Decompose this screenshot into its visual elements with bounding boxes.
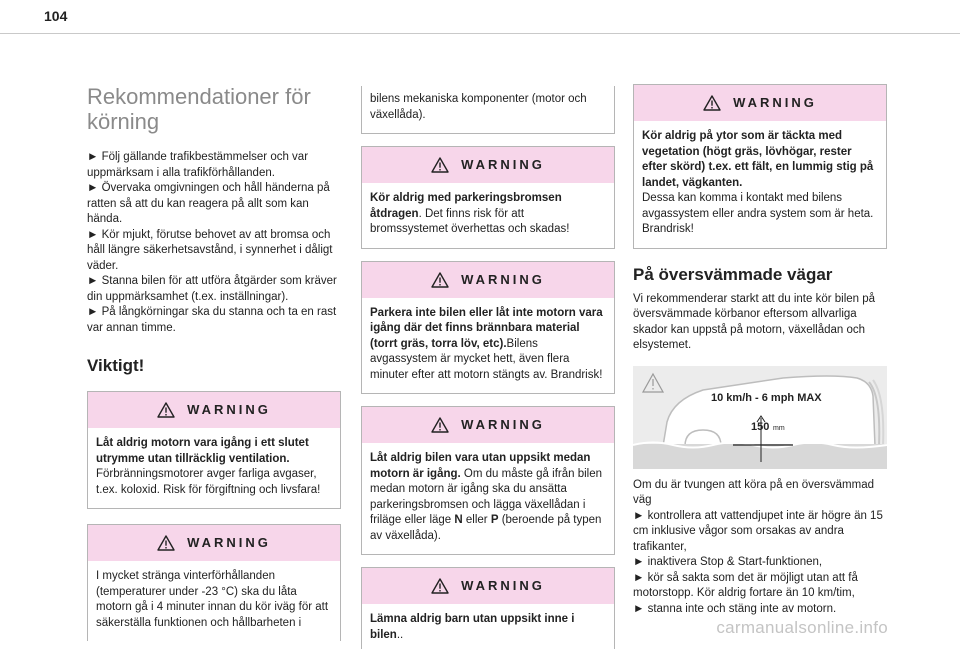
warning-box-vegetation bbox=[633, 84, 887, 249]
warning-text: .. bbox=[396, 628, 404, 641]
warning-box-flammable bbox=[361, 261, 615, 395]
list-item: ► Stanna bilen för att utföra åtgärder som kräver din uppmärksamhet (t.ex. inställningar). bbox=[87, 275, 337, 303]
warning-text: Om du måste gå ifrån bilen medan motorn är igång ska du ansätta parkeringsbromsen och lägga växellådan i friläge eller läge bbox=[370, 467, 602, 526]
warning-label: WARNING bbox=[187, 402, 271, 418]
flood-intro: Vi rekommenderar starkt att du inte kör bilen på översvämmade körbanor eftersom allvarliga skador kan uppstå på motorn, växellådan och elsystemet. bbox=[633, 292, 876, 351]
important-heading: Viktigt! bbox=[87, 356, 145, 375]
list-item: ► Övervaka omgivningen och håll händerna på ratten så att du kan reagera på allt som kan hända. bbox=[87, 182, 330, 225]
warning-body bbox=[88, 428, 340, 508]
gear-position-p: P bbox=[490, 514, 499, 526]
warning-triangle-icon bbox=[431, 157, 449, 173]
warning-bold-text: Låt aldrig bilen vara utan uppsikt medan motorn är igång. bbox=[370, 452, 591, 480]
list-item: ► Följ gällande trafikbestämmelser och var uppmärksam i alla trafikförhållanden. bbox=[87, 151, 309, 179]
depth-unit: mm bbox=[773, 424, 785, 432]
list-item: ► Kör mjukt, förutse behovet av att bromsa och håll längre säkerhetsavstånd, i synnerhet i dåligt väder. bbox=[87, 228, 333, 272]
warning-box-children bbox=[361, 567, 615, 649]
warning-bold-text: Kör aldrig med parkeringsbromsen åtdragen bbox=[370, 192, 562, 220]
warning-body bbox=[362, 298, 614, 394]
warning-bold-text: Parkera inte bilen eller låt inte motorn vara igång där det finns brännbara material (torrt gräs, torra löv, etc). bbox=[370, 306, 603, 350]
column-3 bbox=[633, 84, 887, 617]
warning-label: WARNING bbox=[461, 157, 545, 173]
warning-box-unattended bbox=[361, 406, 615, 555]
warning-triangle-icon bbox=[431, 272, 449, 288]
warning-body bbox=[362, 604, 614, 649]
list-item: ► inaktivera Stop & Start-funktionen, bbox=[633, 556, 823, 568]
watermark-link[interactable]: carmanualsonline.info bbox=[716, 618, 888, 637]
list-item: ► kör så sakta som det är möjligt utan att få motorstopp. Kör aldrig fortare än 10 km/tim, bbox=[633, 571, 858, 599]
warning-text: Förbränningsmotorer avger farliga avgaser, t.ex. koloxid. Risk för förgiftning och livsfara! bbox=[96, 468, 321, 496]
gear-position-n: N bbox=[454, 514, 463, 526]
car-in-water-illustration bbox=[633, 366, 887, 469]
warning-triangle-icon bbox=[431, 417, 449, 433]
warning-header bbox=[88, 525, 340, 561]
warning-text: Bilens avgassystem är mycket hett, även flera minuter efter att motorn stängts av. Brandrisk! bbox=[370, 337, 603, 381]
warning-bold-text: Låt aldrig motorn vara igång i ett slutet utrymme utan tillräcklig ventilation. bbox=[96, 437, 309, 465]
warning-label: WARNING bbox=[461, 271, 545, 287]
warning-text: Dessa kan komma i kontakt med bilens avgassystem eller andra system som är heta. Brandrisk! bbox=[642, 192, 874, 235]
depth-value: 150 bbox=[751, 420, 770, 433]
warning-bold-text: Lämna aldrig barn utan uppsikt inne i bilen bbox=[370, 613, 575, 641]
flood-lead: Om du är tvungen att köra på en översvämmad väg bbox=[633, 478, 874, 506]
column-1 bbox=[87, 80, 341, 641]
warning-header bbox=[634, 85, 886, 121]
warning-text: (beroende på typen av växellåda). bbox=[370, 514, 602, 542]
list-item: ► kontrollera att vattendjupet inte är högre än 15 cm inklusive vågor som orsakas av andra trafikanter, bbox=[633, 509, 883, 553]
warning-text: eller bbox=[462, 514, 491, 526]
driving-bullets bbox=[87, 150, 341, 336]
column-2 bbox=[361, 86, 615, 649]
warning-triangle-icon bbox=[157, 402, 175, 418]
warning-header bbox=[362, 147, 614, 183]
warning-text: I mycket stränga vinterförhållanden (temperaturer under -23 °C) ska du låta motorn gå i 4 minuter innan du kör iväg för att säkerställa funktionen och hållbarheten i bbox=[96, 570, 329, 629]
flood-bullets bbox=[633, 509, 887, 618]
warning-header bbox=[362, 407, 614, 443]
list-item: ► stanna inte och stäng inte av motorn. bbox=[633, 602, 837, 615]
warning-bold-text: Kör aldrig på ytor som är täckta med vegetation (högt gräs, lövhögar, rester efter skörd) t.ex. ett fält, en lummig stig på landet, vägkanten. bbox=[642, 130, 874, 189]
warning-text: bilens mekaniska komponenter (motor och växellåda). bbox=[370, 93, 587, 121]
warning-body bbox=[634, 121, 886, 248]
warning-triangle-icon bbox=[157, 535, 175, 551]
warning-label: WARNING bbox=[461, 578, 545, 594]
warning-label: WARNING bbox=[187, 535, 271, 551]
warning-box-parking-brake bbox=[361, 146, 615, 249]
page-number: 104 bbox=[44, 8, 68, 24]
warning-body bbox=[362, 183, 614, 248]
warning-label: WARNING bbox=[461, 417, 545, 433]
warning-header bbox=[362, 262, 614, 298]
warning-box-winter bbox=[87, 524, 341, 641]
warning-body bbox=[362, 443, 614, 554]
warning-text: . Det finns risk för att bromssystemet överhettas och skadas! bbox=[370, 207, 570, 235]
flood-heading: På översvämmade vägar bbox=[633, 264, 833, 284]
warning-header bbox=[362, 568, 614, 604]
warning-label: WARNING bbox=[733, 95, 817, 111]
flood-illustration bbox=[633, 366, 887, 469]
warning-triangle-icon bbox=[703, 95, 721, 111]
warning-header bbox=[88, 392, 340, 428]
warning-triangle-icon bbox=[431, 578, 449, 594]
warning-box-ventilation bbox=[87, 391, 341, 509]
speed-limit-label: 10 km/h - 6 mph MAX bbox=[711, 391, 822, 404]
warning-body bbox=[88, 561, 340, 641]
header-divider bbox=[0, 33, 960, 34]
list-item: ► På långkörningar ska du stanna och ta en rast var annan timme. bbox=[87, 306, 337, 334]
section-title-driving: Rekommendationer för körning bbox=[87, 84, 311, 134]
warning-continuation bbox=[361, 86, 615, 134]
